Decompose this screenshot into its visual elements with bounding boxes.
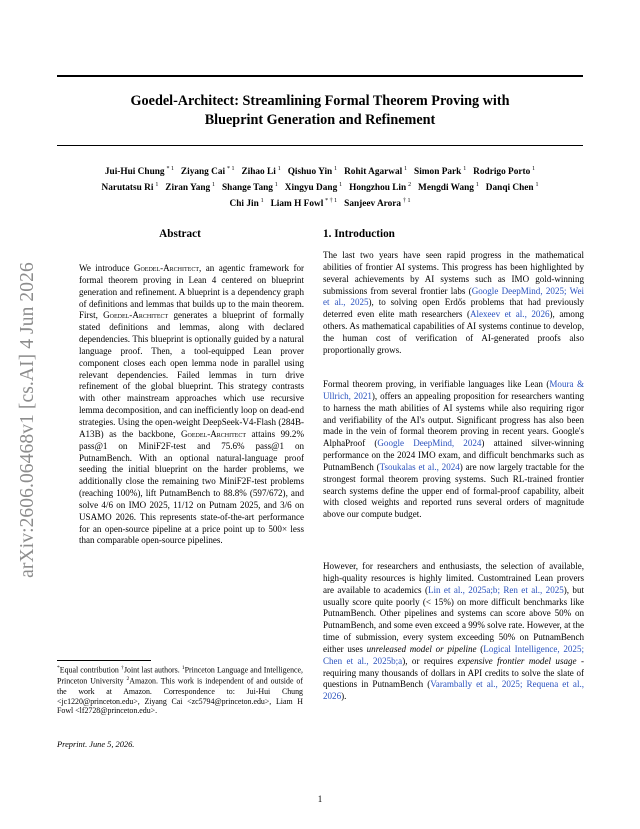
author-list [57,163,583,211]
abstract-text: We introduce Goedel-Architect, an agentic framework for formal theorem proving in Lean 4 centered on blueprint generation and refinement. A blueprint is a dependency graph of definitions and lemmas that builds up to the main theorem. First, Goedel-Architect generates a blueprint of formally stated definitions and lemmas, along with declared dependencies. This blueprint is optionally guided by a natural language proof. Then, a tool-equipped Lean prover component closes each open lemma node in parallel using relevant dependencies. Failed lemmas in turn drive refinement of the global blueprint. This strategy contrasts with other mainstream approaches which use recursive lemma decomposition, and can inefficiently loop on dead-end strategies. Using the open-weight DeepSeek-V4-Flash (284B-A13B) as the backbone, Goedel-Architect attains 99.2% pass@1 on MiniF2F-test and 75.6% pass@1 on PutnamBench. With an optional natural-language proof seeding the initial blueprint on the harder problems, we additionally close the remaining two MiniF2F-test problems (reaching 100%), lift PutnamBench to 88.8% (597/672), and solve 4/6 on IMO 2025, 11/12 on Putnam 2025, and 3/6 on USAMO 2026. This represents state-of-the-art performance for an open-source pipeline at a price point up to 500× less than comparable open-source pipelines. [79,263,304,546]
author-affiliation-mark: 1 [339,182,343,189]
author-name: Danqi Chen [485,183,534,194]
intro-paragraph-2: Formal theorem proving, in verifiable languages like Lean (Moura & Ullrich, 2021), offers an appealing proposition for researchers wanting to harness the math abilities of AI systems while also requiring rigor and verifiability of the AI's output. Significant progress has also been made in the vein of formal theorem proving in recent years. Google's AlphaProof (Google DeepMind, 2024) attained silver-winning performance on the 2024 IMO exam, and difficult benchmarks such as PutnamBench (Tsoukalas et al., 2024) are now largely tractable for the strongest formal theorem proving systems. Such RL-trained frontier search systems define the upper end of formal-proof capability, albeit with closed weights and reported runs several orders of magnitude above our compute budget. [323,379,585,520]
system-name: Goedel-Architect [181,428,247,439]
citation-link[interactable]: Lin et al., 2025a;b; Ren et al., 2025 [427,584,564,595]
author-name: Sanjeev Arora [344,199,402,210]
author-affiliation-mark: † 1 [402,198,411,205]
author-name: Zihao Li [241,167,276,178]
author-affiliation-mark: * 1 [226,166,235,172]
author-name: Narutatsu Ri [101,183,154,194]
citation-link[interactable]: Tsoukalas et al., 2024 [379,461,460,472]
citation-link[interactable]: Google DeepMind, 2024 [377,438,482,449]
arxiv-id: arXiv:2606.06468v1 [cs.AI] 4 Jun 2026 [17,262,38,578]
affiliation-footnote: *Equal contribution †Joint last authors. $^1$Princeton Language and Intelligence, Princeton University $^2$Amazon. This work is independent of and outside of the work at Amazon. Correspondence to: Jui-Hui Chung <jc1220@princeton.edu>, Ziyang Cai <zc5794@princeton.edu>, Liam H Fowl <lf2728@princeton.edu>. [57,665,304,716]
citation-link[interactable]: Logical Intelligence, 2025; Chen et al., 2025b;a [323,643,584,666]
author-name: Ziran Yang [165,183,211,194]
author-name: Rodrigo Porto [473,167,531,178]
author-affiliation-mark: 1 [334,166,338,172]
author-affiliation-mark: 1 [155,182,159,189]
intro-heading: 1. Introduction [323,228,395,240]
author-affiliation-mark: 1 [475,182,479,189]
author-affiliation-mark: * † 1 [325,198,338,205]
preprint-note: Preprint. June 5, 2026. [57,740,135,749]
author-affiliation-mark: 1 [212,182,216,189]
author-name: Jui-Hui Chung [104,167,165,178]
author-affiliation-mark: 1 [463,166,467,172]
arxiv-stamp [16,240,40,600]
author-affiliation-mark: 1 [277,166,281,172]
paper-title [57,92,583,130]
author-name: Hongzhou Lin [349,183,407,194]
author-name: Mengdi Wang [418,183,474,194]
system-name: Goedel-Architect [103,310,169,321]
author-affiliation-mark: 1 [532,166,536,172]
page-number: 1 [317,794,323,804]
author-name: Xingyu Dang [284,183,338,194]
intro-paragraph-3: However, for researchers and enthusiasts, the selection of available, high-quality resources is highly limited. Customtrained Lean provers are available to academics (Lin et al., 2025a;b; Ren et al., 2025), but usually score quite poorly (< 15%) on more difficult benchmarks like PutnamBench. Other pipelines and systems can score above 50% on PutnamBench, and some even exceed a 99% solve rate. However, at the time of submission, every system exceeding 50% on PutnamBench either uses unreleased model or pipeline (Logical Intelligence, 2025; Chen et al., 2025b;a), or requires expensive frontier model usage - requiring many thousands of dollars in API credits to solve the slate of questions in PutnamBench (Varambally et al., 2025; Requena et al., 2026). [323,561,585,702]
author-name: Simon Park [414,167,462,178]
author-affiliation-mark: 1 [260,198,264,205]
citation-link[interactable]: Alexeev et al., 2026 [469,309,550,320]
title-line-1: Goedel-Architect: Streamlining Formal Theorem Proving with [130,93,510,109]
citation-link[interactable]: Google DeepMind, 2025; Wei et al., 2025 [323,285,584,308]
author-name: Liam H Fowl [270,199,324,210]
author-name: Shange Tang [222,183,273,194]
system-name: Goedel-Architect [133,263,199,273]
author-affiliation-mark: 1 [404,166,408,172]
title-bottom-rule [57,145,583,146]
footnote-rule [57,660,151,661]
author-name: Ziyang Cai [180,167,226,178]
citation-link[interactable]: Varambally et al., 2025; Requena et al., 2026 [323,679,584,702]
title-line-2: Blueprint Generation and Refinement [204,112,436,128]
abstract-heading: Abstract [159,228,201,240]
author-name: Chi Jin [229,199,259,210]
author-name: Qishuo Yin [287,167,333,178]
author-affiliation-mark: * 1 [166,166,174,172]
author-name: Rohit Agarwal [344,167,403,178]
citation-link[interactable]: Moura & Ullrich, 2021 [323,379,584,401]
top-rule [57,75,583,77]
author-affiliation-mark: 1 [535,182,539,189]
author-affiliation-mark: 1 [274,182,278,189]
intro-paragraph-1: The last two years have seen rapid progress in the mathematical abilities of frontier AI systems. This progress has been highlighted by several achievements by AI systems such as IMO gold-winning submissions from several frontier labs (Google DeepMind, 2025; Wei et al., 2025), to solving open Erdős problems that had previously deterred even elite math researchers (Alexeev et al., 2026), among others. As mathematical capabilities of AI systems continue to develop, the human cost of verification of AI-generated proofs also proportionally grows. [323,250,584,355]
author-affiliation-mark: 2 [408,182,412,189]
